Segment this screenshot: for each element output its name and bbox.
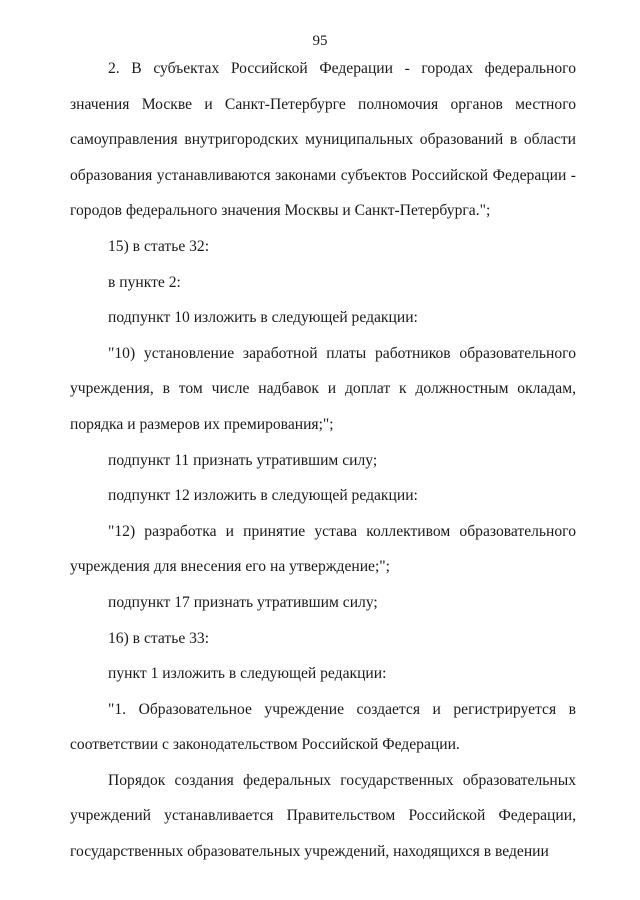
paragraph-item-1-instruction: пункт 1 изложить в следующей редакции: (108, 665, 387, 683)
paragraph-subitem-10-instruction: подпункт 10 изложить в следующей редакции: (108, 309, 418, 327)
paragraph-article-33: 16) в статье 33: (108, 629, 210, 647)
page-number: 95 (312, 33, 328, 49)
paragraph-item-2: в пункте 2: (108, 273, 181, 291)
paragraph-subjects-federal-cities: 2. В субъектах Российской Федерации - городах федерального значения Москве и Санкт-Петербурге полномочия органов местного самоуправления внутригородских муниципальных образований в области образования устанавливаются законами субъектов Российской Федерации - городов федерального значения Москвы и Санкт-Петербурга."; (70, 60, 576, 220)
paragraph-subitem-12-text: "12) разработка и принятие устава коллективом образовательного учреждения для внесения его на утверждение;"; (70, 522, 576, 576)
paragraph-subitem-17: подпункт 17 признать утратившим силу; (108, 593, 378, 611)
paragraph-subitem-11: подпункт 11 признать утратившим силу; (108, 451, 378, 469)
paragraph-article-32: 15) в статье 32: (108, 237, 210, 255)
document-body (70, 51, 576, 870)
paragraph-subitem-10-text: "10) установление заработной платы работников образовательного учреждения, в том числе надбавок и доплат к должностным окладам, порядка и размеров их премирования;"; (70, 344, 576, 433)
paragraph-item-1-text: "1. Образовательное учреждение создается и регистрируется в соответствии с законодательством Российской Федерации. (70, 700, 576, 754)
paragraph-creation-procedure: Порядок создания федеральных государственных образовательных учреждений устанавливается Правительством Российской Федерации, государственных образовательных учреждений, находящихся в ведении (70, 771, 576, 861)
paragraph-subitem-12-instruction: подпункт 12 изложить в следующей редакции: (108, 487, 418, 505)
